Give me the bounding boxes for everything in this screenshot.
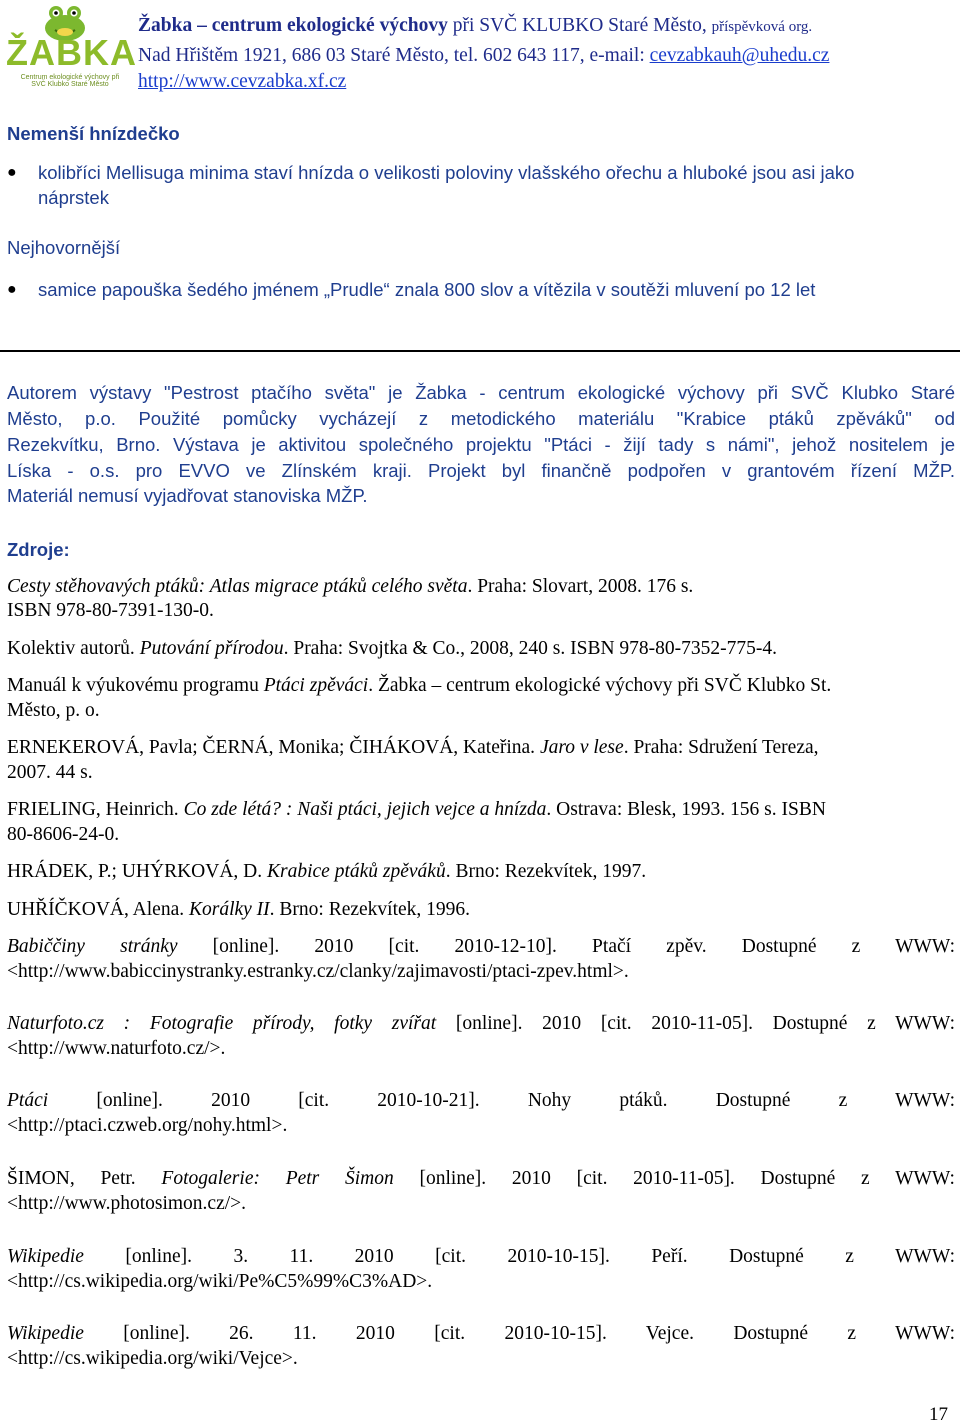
source-author: ERNEKEROVÁ, Pavla; ČERNÁ, Monika; ČIHÁKOVÁ, Kateřina. bbox=[7, 737, 540, 758]
bullet-icon: ● bbox=[7, 281, 17, 298]
source-title: Ptáci zpěváci bbox=[263, 675, 369, 696]
bullet-icon: ● bbox=[7, 164, 17, 181]
source-title: Jaro v lese bbox=[539, 737, 624, 758]
fact-heading: Nemenší hnízdečko bbox=[7, 123, 180, 144]
credits-line: Autorem výstavy "Pestrost ptačího světa" je Žabka - centrum ekologické výchovy při SVČ Klubko Staré bbox=[7, 382, 955, 403]
org-name-rest: při SVČ KLUBKO Staré Město, bbox=[447, 15, 712, 36]
fact-text: kolibříci Mellisuga minima staví hnízda o velikosti poloviny vlašského ořechu a hluboké jsou asi jako bbox=[38, 162, 855, 183]
source-title: Fotogalerie: Petr Šimon bbox=[161, 1168, 394, 1189]
source-entry bbox=[7, 934, 955, 959]
source-title: Cesty stěhovavých ptáků: Atlas migrace ptáků celého světa bbox=[7, 576, 468, 597]
source-url[interactable]: <http://www.naturfoto.cz/>. bbox=[7, 1038, 226, 1059]
source-url[interactable]: <http://www.babiccinystranky.estranky.cz/clanky/zajimavosti/ptaci-zpev.html>. bbox=[7, 961, 629, 982]
source-entry bbox=[7, 1011, 955, 1036]
org-name: Žabka – centrum ekologické výchovy bbox=[138, 15, 448, 36]
credits-line: Materiál nemusí vyjadřovat stanoviska MŽP. bbox=[7, 485, 368, 506]
source-author: FRIELING, Heinrich. bbox=[7, 799, 184, 820]
source-entry bbox=[7, 1166, 955, 1191]
source-rest: [online]. 2010 [cit. 2010-10-21]. Nohy ptáků. Dostupné z WWW: bbox=[48, 1090, 955, 1111]
source-title: Ptáci bbox=[7, 1090, 49, 1111]
source-title: Putování přírodou bbox=[139, 638, 284, 659]
zabka-logo bbox=[6, 2, 137, 96]
source-url[interactable]: <http://www.photosimon.cz/>. bbox=[7, 1193, 247, 1214]
source-rest: [online]. 2010 [cit. 2010-12-10]. Ptačí zpěv. Dostupné z WWW: bbox=[177, 936, 955, 957]
credits-line: Rezekvítku, Brno. Výstava je aktivitou společného projektu "Ptáci - žijí tady s námi", jehož nositelem je bbox=[7, 434, 955, 455]
org-header-line2 bbox=[138, 45, 829, 67]
source-rest: . Brno: Rezekvítek, 1997. bbox=[445, 861, 647, 882]
source-rest: . Brno: Rezekvítek, 1996. bbox=[269, 899, 471, 920]
credits-line: Město, p.o. Použité pomůcky vycházejí z metodického materiálu "Krabice ptáků zpěváků" od bbox=[7, 408, 955, 429]
source-entry-cont: 2007. 44 s. bbox=[7, 762, 93, 783]
source-url[interactable]: <http://cs.wikipedia.org/wiki/Pe%C5%99%C3%AD>. bbox=[7, 1271, 433, 1292]
source-entry bbox=[7, 1244, 955, 1269]
source-rest: [online]. 26. 11. 2010 [cit. 2010-10-15]. Vejce. Dostupné z WWW: bbox=[83, 1323, 955, 1344]
source-entry bbox=[7, 797, 955, 822]
source-rest: [online]. 2010 [cit. 2010-11-05]. Dostupné z WWW: bbox=[436, 1013, 955, 1034]
source-url[interactable]: <http://ptaci.czweb.org/nohy.html>. bbox=[7, 1115, 288, 1136]
credits-line: Líska - o.s. pro EVVO ve Zlínském kraji. Projekt byl finančně podpořen v grantovém řízení MŽP. bbox=[7, 460, 955, 481]
source-author: ŠIMON, Petr. bbox=[7, 1168, 162, 1189]
source-title: Wikipedie bbox=[7, 1246, 84, 1267]
source-entry bbox=[7, 897, 955, 922]
source-title: Wikipedie bbox=[7, 1323, 84, 1344]
source-author: HRÁDEK, P.; UHÝRKOVÁ, D. bbox=[7, 861, 268, 882]
logo-subtitle: Centrum ekologické výchovy při SVČ Klubko Staré Město bbox=[20, 74, 120, 88]
source-rest: . Praha: Slovart, 2008. 176 s. bbox=[467, 576, 694, 597]
source-entry bbox=[7, 859, 955, 884]
source-entry-cont: ISBN 978-80-7391-130-0. bbox=[7, 600, 214, 621]
web-link[interactable]: http://www.cevzabka.xf.cz bbox=[138, 71, 347, 92]
source-title: Co zde létá? : Naši ptáci, jejich vejce a hnízda bbox=[183, 799, 547, 820]
fact-text: samice papouška šedého jménem „Prudle“ znala 800 slov a vítězila v soutěži mluvení po 12 let bbox=[38, 279, 816, 300]
source-author: Manuál k výukovému programu bbox=[7, 675, 264, 696]
sources-heading: Zdroje: bbox=[7, 539, 70, 560]
logo-wordmark: ŽABKA bbox=[6, 32, 137, 73]
source-rest: . Ostrava: Blesk, 1993. 156 s. ISBN bbox=[546, 799, 826, 820]
source-title: Babiččiny stránky bbox=[7, 936, 178, 957]
fact-heading: Nejhovornější bbox=[7, 237, 121, 258]
divider bbox=[0, 350, 960, 352]
source-author: UHŘÍČKOVÁ, Alena. bbox=[7, 899, 189, 920]
source-rest: [online]. 2010 [cit. 2010-11-05]. Dostupné z WWW: bbox=[393, 1168, 955, 1189]
source-title: Korálky II bbox=[188, 899, 270, 920]
source-entry-cont: Město, p. o. bbox=[7, 700, 100, 721]
email-link[interactable]: cevzabkauh@uhedu.cz bbox=[649, 45, 830, 66]
org-type: příspěvková org. bbox=[711, 19, 813, 35]
org-header-line1 bbox=[138, 15, 812, 38]
org-address: Nad Hřištěm 1921, 686 03 Staré Město, tel. 602 643 117, e-mail: bbox=[138, 45, 650, 66]
source-url[interactable]: <http://cs.wikipedia.org/wiki/Vejce>. bbox=[7, 1348, 298, 1369]
source-entry-cont: 80-8606-24-0. bbox=[7, 824, 120, 845]
source-author: Kolektiv autorů. bbox=[7, 638, 140, 659]
source-entry bbox=[7, 636, 955, 661]
source-rest: . Praha: Svojtka & Co., 2008, 240 s. ISBN 978-80-7352-775-4. bbox=[283, 638, 778, 659]
org-header-line3 bbox=[138, 71, 346, 93]
source-entry bbox=[7, 673, 955, 698]
source-entry bbox=[7, 735, 955, 760]
fact-text-cont: náprstek bbox=[38, 187, 109, 208]
source-entry bbox=[7, 574, 955, 599]
source-rest: [online]. 3. 11. 2010 [cit. 2010-10-15]. Peří. Dostupné z WWW: bbox=[83, 1246, 955, 1267]
page-number: 17 bbox=[929, 1404, 948, 1425]
source-rest: . Praha: Sdružení Tereza, bbox=[623, 737, 819, 758]
source-entry bbox=[7, 1088, 955, 1113]
source-title: Naturfoto.cz : Fotografie přírody, fotky zvířat bbox=[7, 1013, 437, 1034]
source-title: Krabice ptáků zpěváků bbox=[267, 861, 446, 882]
source-rest: . Žabka – centrum ekologické výchovy při SVČ Klubko St. bbox=[368, 675, 832, 696]
source-entry bbox=[7, 1321, 955, 1346]
